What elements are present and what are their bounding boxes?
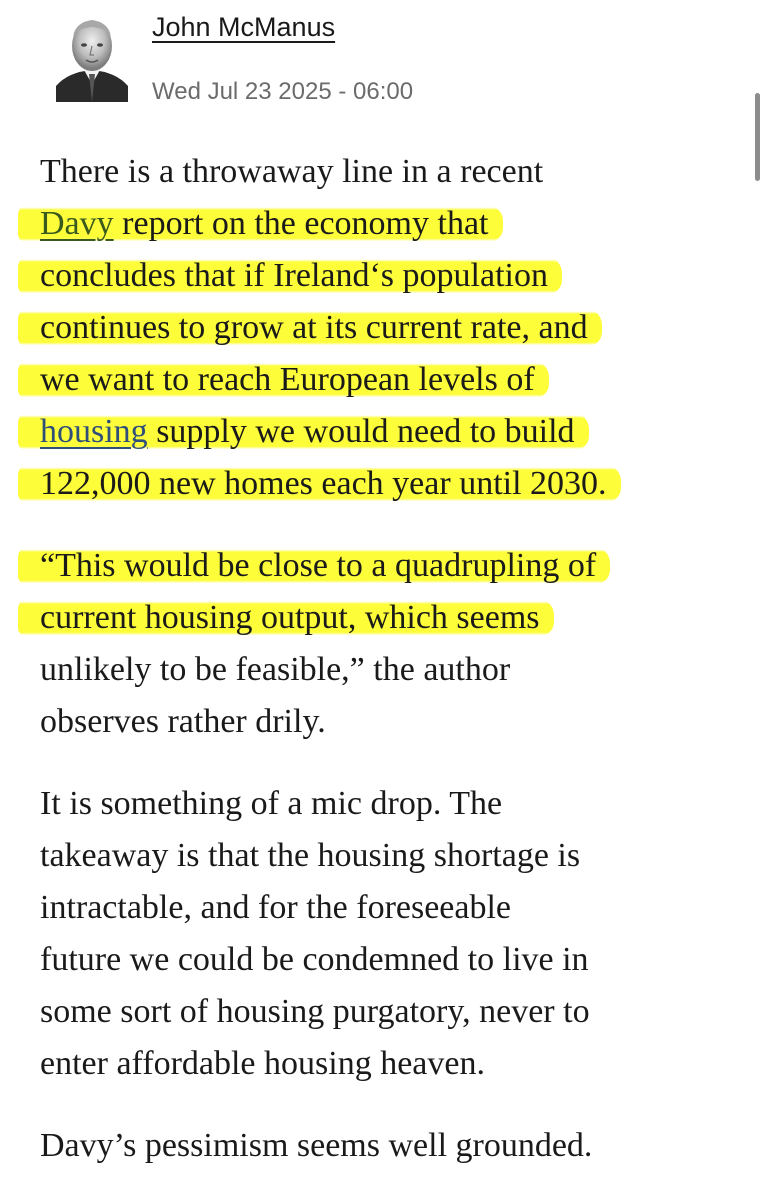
paragraph-line: enter affordable housing heaven. xyxy=(40,1045,485,1082)
paragraph-line: Davy’s pessimism seems well grounded. xyxy=(40,1127,593,1164)
paragraph-line xyxy=(40,406,740,458)
paragraph-line: some sort of housing purgatory, never to xyxy=(40,993,590,1030)
paragraph-line xyxy=(40,250,740,302)
text-run: report on the economy that xyxy=(113,205,489,242)
paragraph-line xyxy=(40,458,740,510)
author-name-link[interactable]: John McManus xyxy=(152,12,336,42)
highlight-mark xyxy=(18,205,503,242)
highlight-mark: concludes that if Ireland‘s population xyxy=(18,257,562,294)
highlight-mark: “This would be close to a quadrupling of xyxy=(18,547,610,584)
paragraph-1 xyxy=(40,146,740,510)
paragraph-line: There is a throwaway line in a recent xyxy=(40,153,544,190)
publish-date: Wed Jul 23 2025 - 06:00 xyxy=(152,78,414,105)
highlight-mark: current housing output, which seems xyxy=(18,599,554,636)
davy-link[interactable]: Davy xyxy=(40,205,114,242)
paragraph-line xyxy=(40,302,740,354)
scrollbar[interactable] xyxy=(755,93,760,181)
highlight-mark xyxy=(18,413,589,450)
paragraph-line: future we could be condemned to live in xyxy=(40,941,589,978)
paragraph-2 xyxy=(40,540,740,748)
highlight-mark: we want to reach European levels of xyxy=(18,361,549,398)
paragraph-line: observes rather drily. xyxy=(40,703,326,740)
article-body xyxy=(40,146,740,1202)
text-run: supply we would need to build xyxy=(147,413,575,450)
housing-link[interactable]: housing xyxy=(40,413,148,450)
paragraph-line xyxy=(40,354,740,406)
author-avatar[interactable] xyxy=(56,14,128,102)
paragraph-line xyxy=(40,198,740,250)
paragraph-line: takeaway is that the housing shortage is xyxy=(40,837,581,874)
paragraph-4 xyxy=(40,1120,740,1172)
paragraph-line: intractable, and for the foreseeable xyxy=(40,889,512,926)
paragraph-line: unlikely to be feasible,” the author xyxy=(40,651,511,688)
highlight-mark: 122,000 new homes each year until 2030. xyxy=(18,465,621,502)
paragraph-3 xyxy=(40,778,740,1090)
paragraph-line xyxy=(40,592,740,644)
paragraph-line: It is something of a mic drop. The xyxy=(40,785,503,822)
author-photo-icon xyxy=(56,14,128,102)
paragraph-line xyxy=(40,540,740,592)
highlight-mark: continues to grow at its current rate, and xyxy=(18,309,602,346)
